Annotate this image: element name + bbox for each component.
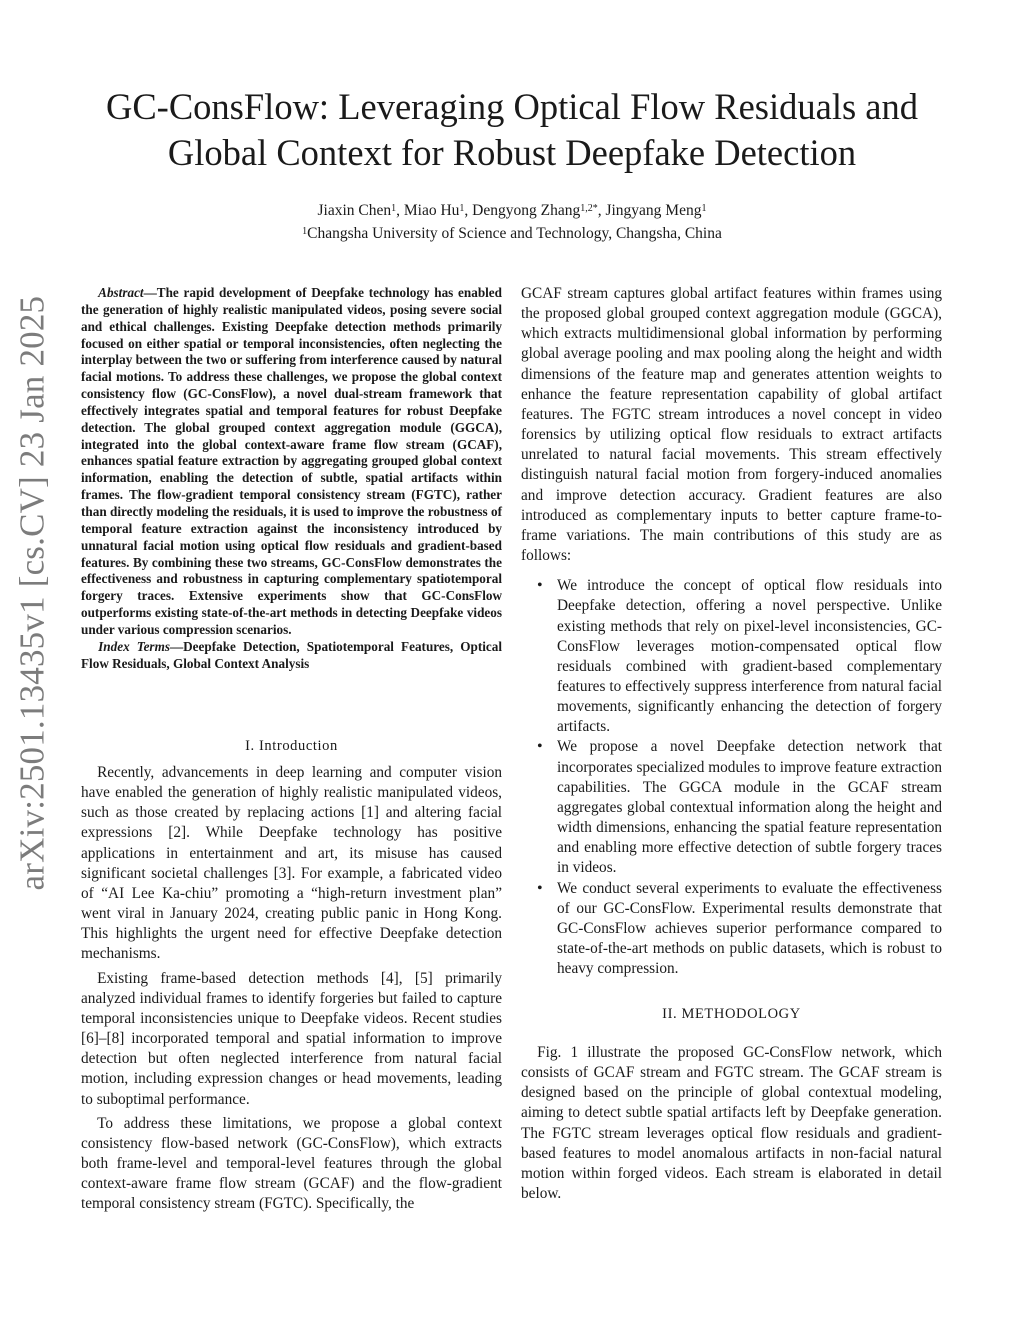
- author-affil-mark: 1,2*: [580, 203, 598, 214]
- affil-mark: 1: [302, 226, 308, 237]
- affiliation-text: Changsha University of Science and Technology, Changsha, China: [307, 225, 722, 242]
- right-column-body: [521, 284, 942, 979]
- index-terms-text: —Deepfake Detection, Spatiotemporal Features, Optical Flow Residuals, Global Context Analysis: [81, 638, 502, 671]
- paper-title: GC-ConsFlow: Leveraging Optical Flow Residuals and Global Context for Robust Deepfake Detection: [105, 86, 919, 173]
- section-heading-introduction: I. Introduction: [245, 738, 338, 754]
- list-item: • We propose a novel Deepfake detection network that incorporates specialized modules to improve feature extraction capabilities. The GGCA module in the GCAF stream aggregates global contextual information along the height and width dimensions, enhancing the spatial feature representation and enabling more effective detection of subtle forgery traces in videos.: [521, 737, 942, 878]
- author-name: Miao Hu: [403, 202, 460, 219]
- abstract-block: [81, 285, 502, 672]
- author-affil-mark: 1: [391, 203, 397, 214]
- contributions-list: [521, 576, 942, 979]
- abstract-paragraph: [81, 285, 502, 639]
- paragraph: Existing frame-based detection methods [4], [5] primarily analyzed individual frames to identify forgeries but failed to capture temporal inconsistencies unique to Deepfake videos. Recent studies [6]–[8] incorporated temporal and spatial information to improve detection but often neglected interference from natural facial motion, including expression changes or head movements, leading to suboptimal performance.: [81, 969, 502, 1108]
- author-name: Jingyang Meng: [605, 202, 702, 219]
- methodology-body: [521, 1043, 942, 1204]
- paragraph: Fig. 1 illustrate the proposed GC-ConsFlow network, which consists of GCAF stream and FGTC stream. The GCAF stream is designed based on the principle of global contextual modeling, aiming to detect subtle spatial artifacts left by Deepfake generation. The FGTC stream leverages optical flow residuals and gradient-based features to model anomalous artifacts in non-facial natural motion within forged videos. Each stream is elaborated in detail below.: [521, 1044, 942, 1203]
- paragraph: GCAF stream captures global artifact features within frames using the proposed global grouped context aggregation module (GGCA), which extracts multidimensional global information by performing global average pooling and max pooling along the height and width dimensions of the feature map and generates attention weights to enhance the feature representation capability of global artifact features. The FGTC stream introduces a novel concept in video forensics by utilizing optical flow residuals to extract artifacts unrelated to natural facial movements. This stream effectively distinguish natural facial motion from forgery-induced anomalies and improve detection accuracy. Gradient features are also introduced as complementary inputs to better capture frame-to-frame variations. The main contributions of this study are as follows:: [521, 285, 942, 565]
- author-list: Jiaxin Chen$^1$, Miao Hu$^1$, Dengyong Zhang$^{1,2*}$, Jingyang Meng$^1$: [317, 202, 707, 219]
- abstract-label: Abstract: [98, 285, 144, 300]
- author-name: Jiaxin Chen: [317, 202, 392, 219]
- author-affil-mark: 1: [459, 203, 465, 214]
- affiliation: [60, 224, 964, 244]
- paragraph: To address these limitations, we propose a global context consistency flow-based network (GC-ConsFlow), which extracts both frame-level and temporal-level features through the global context-aware frame flow stream (GCAF) and the flow-gradient temporal consistency stream (FGTC). Specifically, the: [81, 1114, 502, 1213]
- arxiv-sidebar-stamp: arXiv:2501.13435v1 [cs.CV] 23 Jan 2025: [12, 295, 52, 891]
- index-terms: [81, 639, 502, 673]
- list-item: • We introduce the concept of optical flow residuals into Deepfake detection, offering a novel perspective. Unlike existing methods that rely on pixel-level inconsistencies, GC-ConsFlow leverages motion-compensated optical flow residuals combined with gradient-based complementary features to effectively suppress interference from natural facial movements, significantly enhancing the detection of forgery artifacts.: [521, 576, 942, 737]
- index-terms-label: Index Terms: [98, 638, 170, 654]
- abstract-text: —The rapid development of Deepfake technology has enabled the generation of highly realistic manipulated videos, posing severe social and ethical challenges. Existing Deepfake detection methods primarily focused on either spatial or temporal inconsistencies, often neglecting the interplay between the two or suffering from interference caused by natural facial motions. To address these challenges, we propose the global context consistency flow (GC-ConsFlow), a novel dual-stream framework that effectively integrates spatial and temporal features for robust Deepfake detection. The global grouped context aggregation module (GGCA), integrated into the global context-aware frame flow stream (GCAF), enhances spatial feature extraction by aggregating grouped global context information, enabling the detection of subtle, spatial artifacts within frames. The flow-gradient temporal consistency stream (FGTC), rather than directly modeling the residuals, it is used to improve the robustness of temporal feature extraction against the inconsistency introduced by unnatural facial motion using optical flow residuals and gradient-based features. By combining these two streams, GC-ConsFlow demonstrates the effectiveness and robustness in capturing complementary spatiotemporal forgery traces. Extensive experiments show that GC-ConsFlow outperforms existing state-of-the-art methods in detecting Deepfake videos under various compression scenarios.: [81, 285, 502, 637]
- introduction-body: [81, 763, 502, 1214]
- section-heading-methodology: II. METHODOLOGY: [662, 1006, 801, 1022]
- author-affil-mark: 1: [701, 203, 707, 214]
- list-item: • We conduct several experiments to evaluate the effectiveness of our GC-ConsFlow. Experimental results demonstrate that GC-ConsFlow achieves superior performance compared to state-of-the-art methods on public datasets, which is robust to heavy compression.: [521, 879, 942, 980]
- paragraph: Recently, advancements in deep learning and computer vision have enabled the generation of highly realistic manipulated videos, such as those created by replacing actions [1] and altering facial expressions [2]. While Deepfake technology has positive applications in entertainment and art, its misuse has caused significant societal challenges [3]. For example, a fabricated video of “AI Lee Ka-chiu” promoting a “high-return investment plan” went viral in January 2024, creating public panic in Hong Kong. This highlights the urgent need for effective Deepfake detection mechanisms.: [81, 764, 502, 963]
- author-name: Dengyong Zhang: [472, 202, 581, 219]
